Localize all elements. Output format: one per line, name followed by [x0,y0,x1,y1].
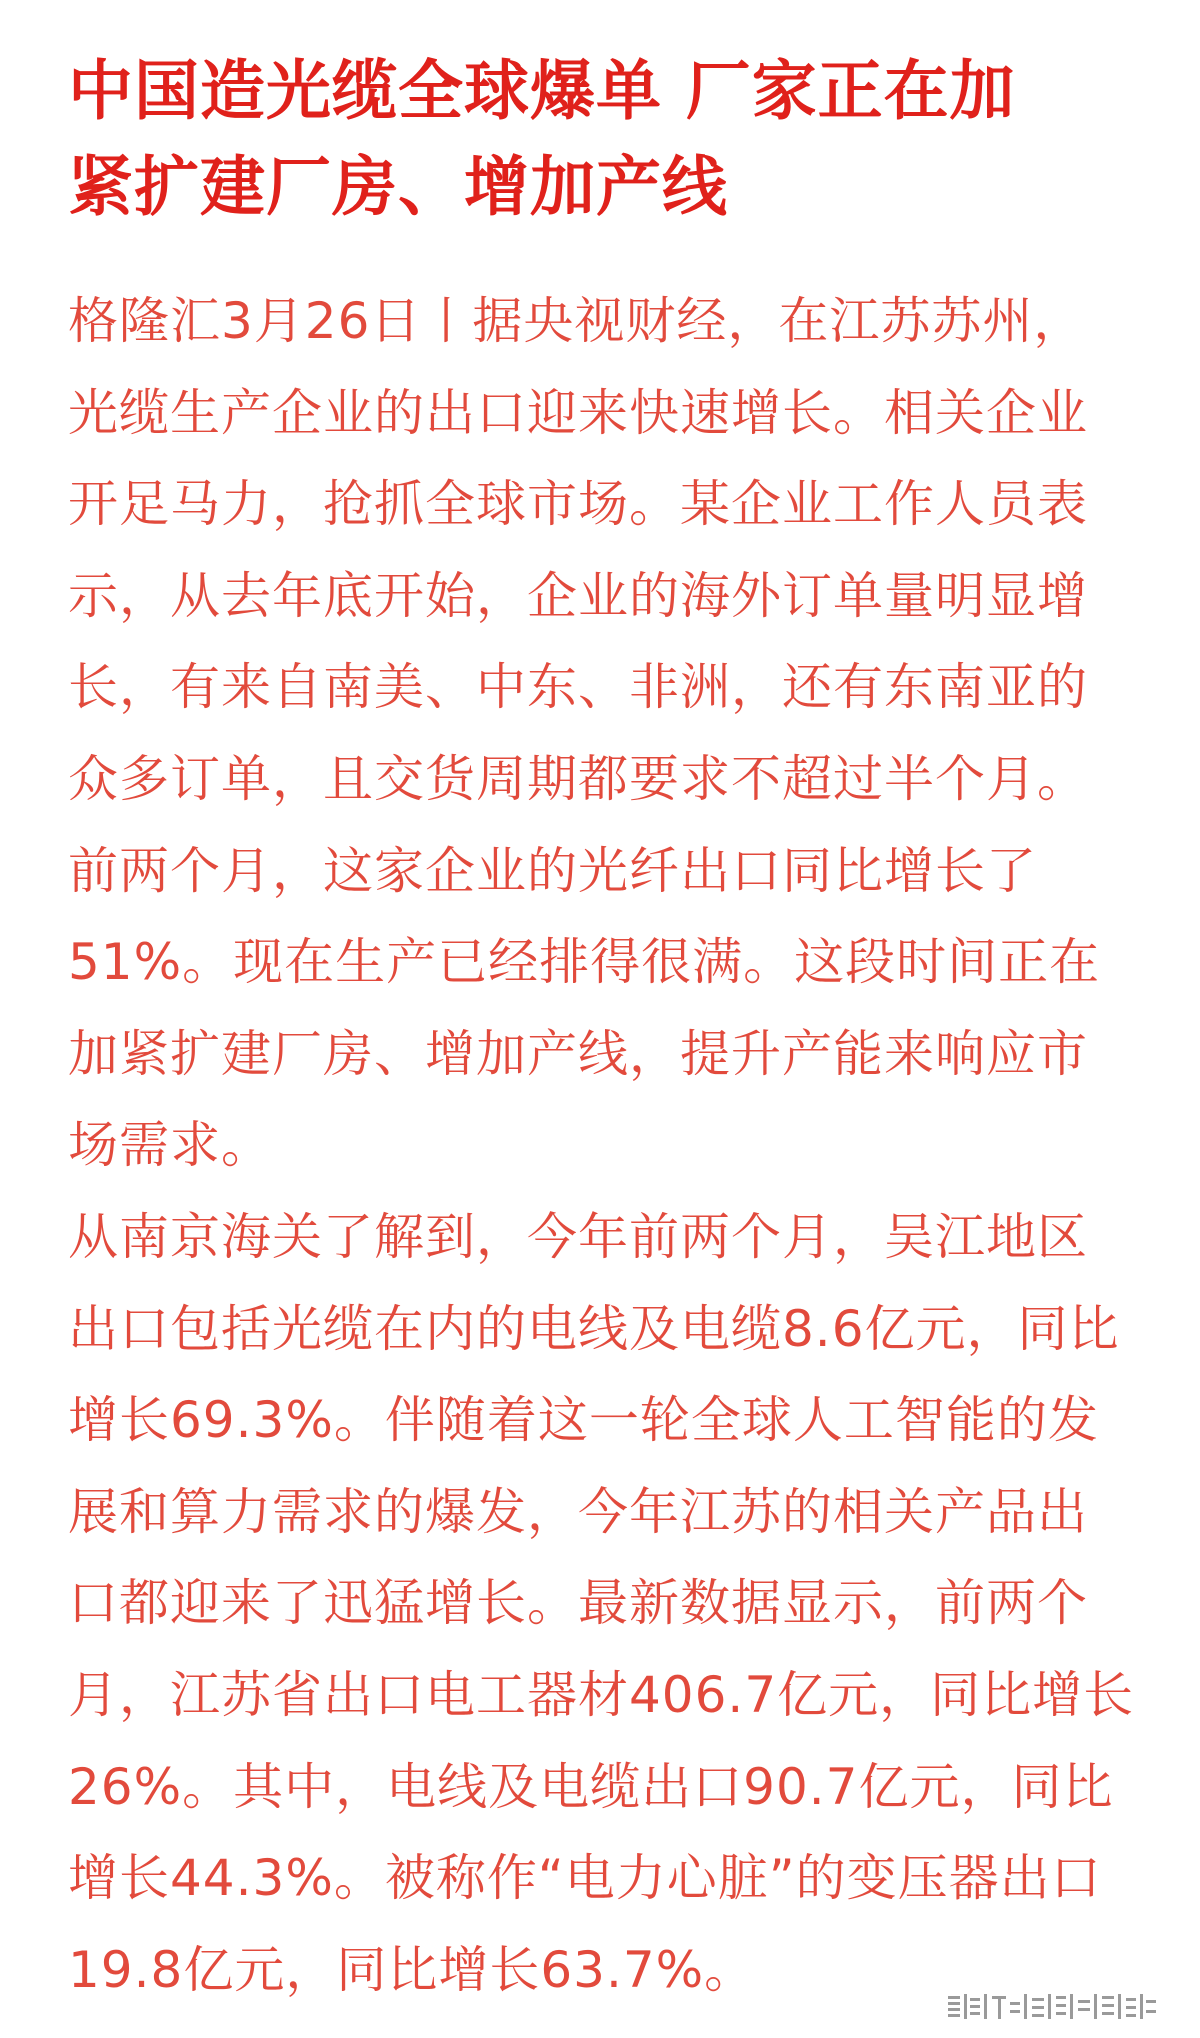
body-line: 口都迎来了迅猛增长。最新数据显示，前两个 [68,1574,1088,1633]
article-body [68,276,1168,2016]
body-line: 格隆汇3月26日丨据央视财经，在江苏苏州， [68,292,1085,350]
body-line: 增长69.3%。伴随着这一轮全球人工智能的发 [68,1391,1099,1450]
watermark-logo-icon [948,1992,1158,2022]
body-line: 开足马力，抢抓全球市场。某企业工作人员表 [68,475,1088,534]
headline-line-1: 中国造光缆全球爆单 厂家正在加 [68,54,1016,129]
headline-line-2: 紧扩建厂房、增加产线 [68,150,729,225]
body-line: 前两个月，这家企业的光纤出口同比增长了 [68,841,1037,900]
body-line: 光缆生产企业的出口迎来快速增长。相关企业 [68,383,1088,442]
body-line: 展和算力需求的爆发，今年江苏的相关产品出 [68,1482,1088,1541]
body-line: 场需求。 [68,1116,272,1175]
body-line: 19.8亿元，同比增长63.7%。 [68,1940,756,1999]
body-line: 增长44.3%。被称作“电力心脏”的变压器出口 [68,1849,1102,1908]
body-line: 从南京海关了解到，今年前两个月，吴江地区 [68,1207,1088,1266]
body-line: 月，江苏省出口电工器材406.7亿元，同比增长 [68,1665,1135,1724]
body-line: 51%。现在生产已经排得很满。这段时间正在 [68,933,1101,992]
body-line: 众多订单，且交货周期都要求不超过半个月。 [68,749,1088,808]
body-line: 出口包括光缆在内的电线及电缆8.6亿元，同比 [68,1299,1120,1358]
body-line: 长，有来自南美、中东、非洲，还有东南亚的 [68,658,1088,717]
body-line: 26%。其中，电线及电缆出口90.7亿元，同比 [68,1757,1114,1816]
body-line: 示，从去年底开始，企业的海外订单量明显增 [68,566,1088,625]
article-headline [68,44,1148,236]
body-line: 加紧扩建厂房、增加产线，提升产能来响应市 [68,1024,1088,1083]
